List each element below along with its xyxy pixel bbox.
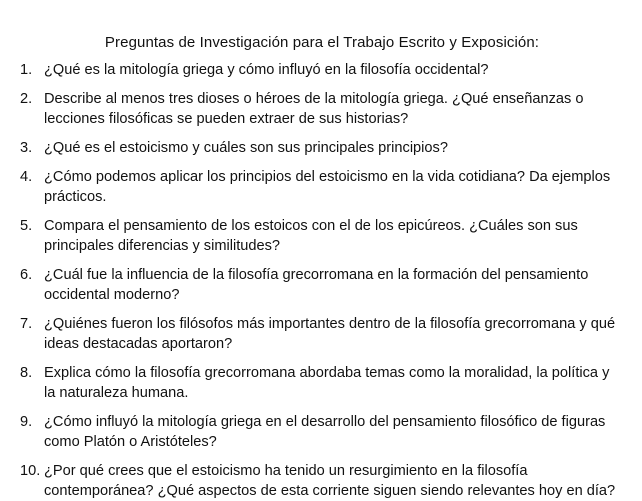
question-text: ¿Cómo influyó la mitología griega en el desarrollo del pensamiento filosófico de figuras como Platón o Aristóteles? [44, 414, 606, 450]
question-text: ¿Qué es la mitología griega y cómo influyó en la filosofía occidental? [44, 62, 489, 78]
question-number: 8. [20, 365, 33, 381]
question-item [20, 363, 624, 403]
question-list [20, 60, 624, 501]
question-item [20, 60, 624, 80]
document-title: Preguntas de Investigación para el Trabajo Escrito y Exposición: [104, 34, 540, 51]
question-item [20, 167, 624, 207]
question-number: 3. [20, 140, 33, 156]
question-text: ¿Qué es el estoicismo y cuáles son sus principales principios? [44, 140, 448, 156]
question-number: 1. [20, 62, 33, 78]
question-item [20, 265, 624, 305]
question-number: 6. [20, 267, 33, 283]
question-text: Compara el pensamiento de los estoicos con el de los epicúreos. ¿Cuáles son sus principales diferencias y similitudes? [44, 218, 578, 254]
question-item [20, 138, 624, 158]
question-number: 10. [20, 463, 41, 479]
question-item [20, 461, 624, 501]
question-text: Describe al menos tres dioses o héroes de la mitología griega. ¿Qué enseñanzas o lecciones filosóficas se pueden extraer de sus historias? [44, 91, 584, 127]
question-number: 7. [20, 316, 33, 332]
question-number: 9. [20, 414, 33, 430]
question-text: ¿Cuál fue la influencia de la filosofía grecorromana en la formación del pensamiento occidental moderno? [44, 267, 589, 303]
question-text: ¿Cómo podemos aplicar los principios del estoicismo en la vida cotidiana? Da ejemplos prácticos. [44, 169, 611, 205]
question-text: Explica cómo la filosofía grecorromana abordaba temas como la moralidad, la política y la naturaleza humana. [44, 365, 610, 401]
question-item [20, 314, 624, 354]
question-text: ¿Por qué crees que el estoicismo ha tenido un resurgimiento en la filosofía contemporánea? ¿Qué aspectos de esta corriente siguen siendo relevantes hoy en día? [44, 463, 616, 499]
question-item [20, 216, 624, 256]
question-number: 2. [20, 91, 33, 107]
question-item [20, 89, 624, 129]
question-number: 5. [20, 218, 33, 234]
question-item [20, 412, 624, 452]
question-number: 4. [20, 169, 33, 185]
question-text: ¿Quiénes fueron los filósofos más importantes dentro de la filosofía grecorromana y qué ideas destacadas aportaron? [44, 316, 616, 352]
